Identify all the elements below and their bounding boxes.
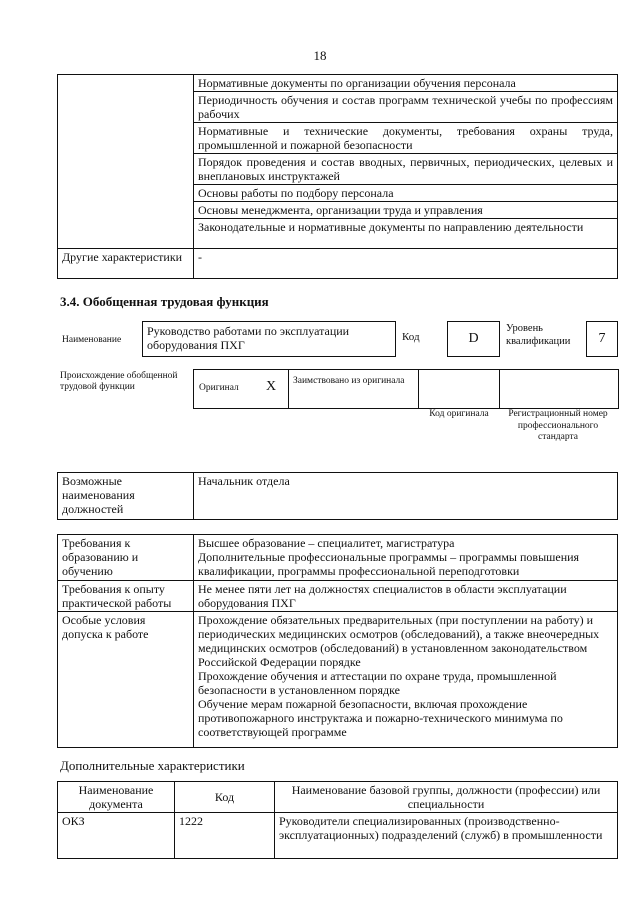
special-condition: Обучение мерам пожарной безопасности, включая прохождение противопожарного инструктажа и пожарно-технического минимума по соответствующей программе [198, 697, 563, 739]
knowledge-row: Нормативные и технические документы, требования охраны труда, промышленной и пожарной безопасности [194, 123, 618, 154]
other-characteristics-label: Другие характеристики [58, 249, 194, 279]
knowledge-row: Периодичность обучения и состав программ технической учебы по профессиям рабочих [194, 92, 618, 123]
knowledge-row: Порядок проведения и состав вводных, первичных, периодических, целевых и внеплановых инструктажей [194, 154, 618, 185]
knowledge-row: Нормативные документы по организации обучения персонала [194, 75, 618, 92]
row-code: 1222 [175, 813, 275, 859]
row-document: ОКЗ [58, 813, 175, 859]
origin-divider [288, 369, 289, 408]
positions-table [57, 472, 618, 520]
page-number: 18 [313, 48, 327, 63]
knowledge-row: Законодательные и нормативные документы по направлению деятельности [194, 219, 618, 249]
function-name: Руководство работами по эксплуатации оборудования ПХГ [147, 324, 350, 352]
header-group-name: Наименование базовой группы, должности (профессии) или специальности [275, 782, 618, 813]
original-label: Оригинал [199, 383, 239, 393]
knowledge-table [57, 74, 618, 279]
section-title: 3.4. Обобщенная трудовая функция [60, 294, 269, 309]
education-line: Дополнительные профессиональные программы – программы повышения квалификации, программы профессиональной переподготовки [198, 550, 580, 578]
header-document: Наименование документа [58, 782, 175, 813]
knowledge-row: Основы работы по подбору персонала [194, 185, 618, 202]
experience-label: Требования к опыту практической работы [58, 581, 194, 612]
education-line: Высшее образование – специалитет, магистратура [198, 536, 455, 550]
borrowed-label: Заимствовано из оригинала [293, 376, 405, 386]
positions-label: Возможные наименования должностей [58, 473, 194, 520]
knowledge-label-cell [58, 75, 194, 249]
header-code: Код [175, 782, 275, 813]
additional-title: Дополнительные характеристики [60, 758, 245, 773]
code-value: D [468, 331, 479, 346]
additional-table [57, 781, 618, 859]
level-box [586, 321, 618, 357]
other-characteristics-value: - [194, 249, 618, 279]
level-value: 7 [598, 331, 606, 346]
origin-divider [499, 369, 500, 408]
education-value-cell [194, 535, 618, 581]
education-label: Требования к образованию и обучению [58, 535, 194, 581]
code-original-caption: Код оригинала [429, 409, 489, 419]
function-name-box [142, 321, 396, 357]
original-mark: X [266, 379, 277, 394]
origin-divider [418, 369, 419, 408]
code-label: Код [402, 331, 420, 343]
special-condition: Прохождение обязательных предварительных (при поступлении на работу) и периодических медицинских осмотров (обследований), а также внеочередных медицинских осмотров (обследований) в установленном законодательством Российской Федерации порядке [198, 613, 600, 669]
row-group-name: Руководители специализированных (производственно-эксплуатационных) подразделений (служб) в промышленности [275, 813, 618, 859]
special-conditions-label: Особые условия допуска к работе [58, 612, 194, 748]
code-box [447, 321, 500, 357]
experience-value: Не менее пяти лет на должностях специалистов в области эксплуатации оборудования ПХГ [194, 581, 618, 612]
reg-number-caption: Регистрационный номер профессионального стандарта [508, 409, 608, 442]
origin-table [193, 369, 619, 409]
name-label: Наименование [62, 335, 122, 345]
special-condition: Прохождение обучения и аттестации по охране труда, промышленной безопасности в установленном порядке [198, 669, 557, 697]
special-conditions-cell [194, 612, 618, 748]
positions-value: Начальник отдела [194, 473, 618, 520]
requirements-table [57, 534, 618, 748]
level-label: Уровень квалификации [506, 323, 571, 347]
knowledge-row: Основы менеджмента, организации труда и управления [194, 202, 618, 219]
origin-label: Происхождение обобщенной трудовой функции [60, 371, 178, 392]
